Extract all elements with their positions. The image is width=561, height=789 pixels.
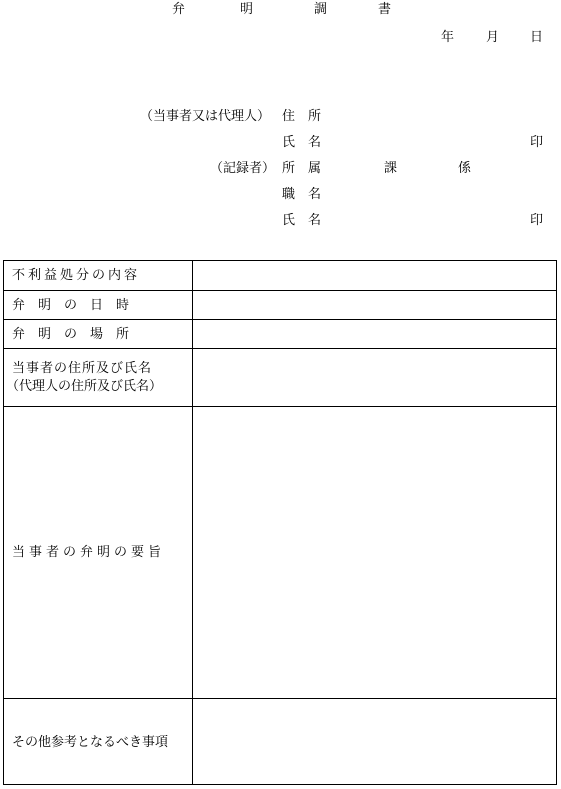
party-address-name-field[interactable]: [193, 349, 556, 406]
recorder-section: 課: [384, 161, 398, 176]
row-label: 不利益処分の内容: [12, 268, 141, 283]
row-label-cell: [4, 349, 193, 406]
table-row: [4, 291, 556, 320]
row-label: その他参考となるべき事項: [12, 735, 169, 750]
title-char: 書: [378, 2, 392, 17]
hearing-record-table: [3, 260, 557, 785]
row-label-cell: [4, 261, 193, 290]
row-label-cell: [4, 407, 193, 698]
row-label: 当事者の住所及び氏名: [12, 361, 153, 376]
other-reference-field[interactable]: [193, 699, 556, 784]
recorder-seal: 印: [530, 213, 544, 228]
title-char: 調: [314, 2, 328, 17]
date-month: 月: [486, 30, 500, 45]
table-row: [4, 349, 556, 407]
row-label-cell: [4, 320, 193, 348]
table-row: [4, 261, 556, 291]
row-label: 弁 明 の 日 時: [12, 298, 130, 313]
party-name-label: 氏 名: [282, 135, 322, 150]
row-label: 弁 明 の 場 所: [12, 327, 130, 342]
row-label-cell: [4, 291, 193, 319]
date-year: 年: [441, 30, 455, 45]
recorder-label: （記録者）: [210, 161, 276, 176]
title-char: 明: [240, 2, 254, 17]
recorder-staff: 係: [458, 161, 472, 176]
row-label-secondary: （代理人の住所及び氏名）: [6, 379, 163, 394]
row-label-cell: [4, 699, 193, 784]
recorder-name-label: 氏 名: [282, 213, 322, 228]
party-label: （当事者又は代理人）: [140, 109, 271, 124]
hearing-place-field[interactable]: [193, 320, 556, 348]
hearing-datetime-field[interactable]: [193, 291, 556, 319]
disposition-content-field[interactable]: [193, 261, 556, 290]
table-row: [4, 320, 556, 349]
title-char: 弁: [172, 2, 186, 17]
date-day: 日: [530, 30, 544, 45]
table-row: [4, 699, 556, 784]
row-label: 当事者の弁明の要旨: [12, 545, 166, 560]
recorder-affiliation-label: 所 属: [282, 161, 322, 176]
party-address-label: 住 所: [282, 109, 322, 124]
recorder-post-label: 職 名: [282, 187, 322, 202]
hearing-summary-field[interactable]: [193, 407, 556, 698]
table-row: [4, 407, 556, 699]
party-seal: 印: [530, 135, 544, 150]
